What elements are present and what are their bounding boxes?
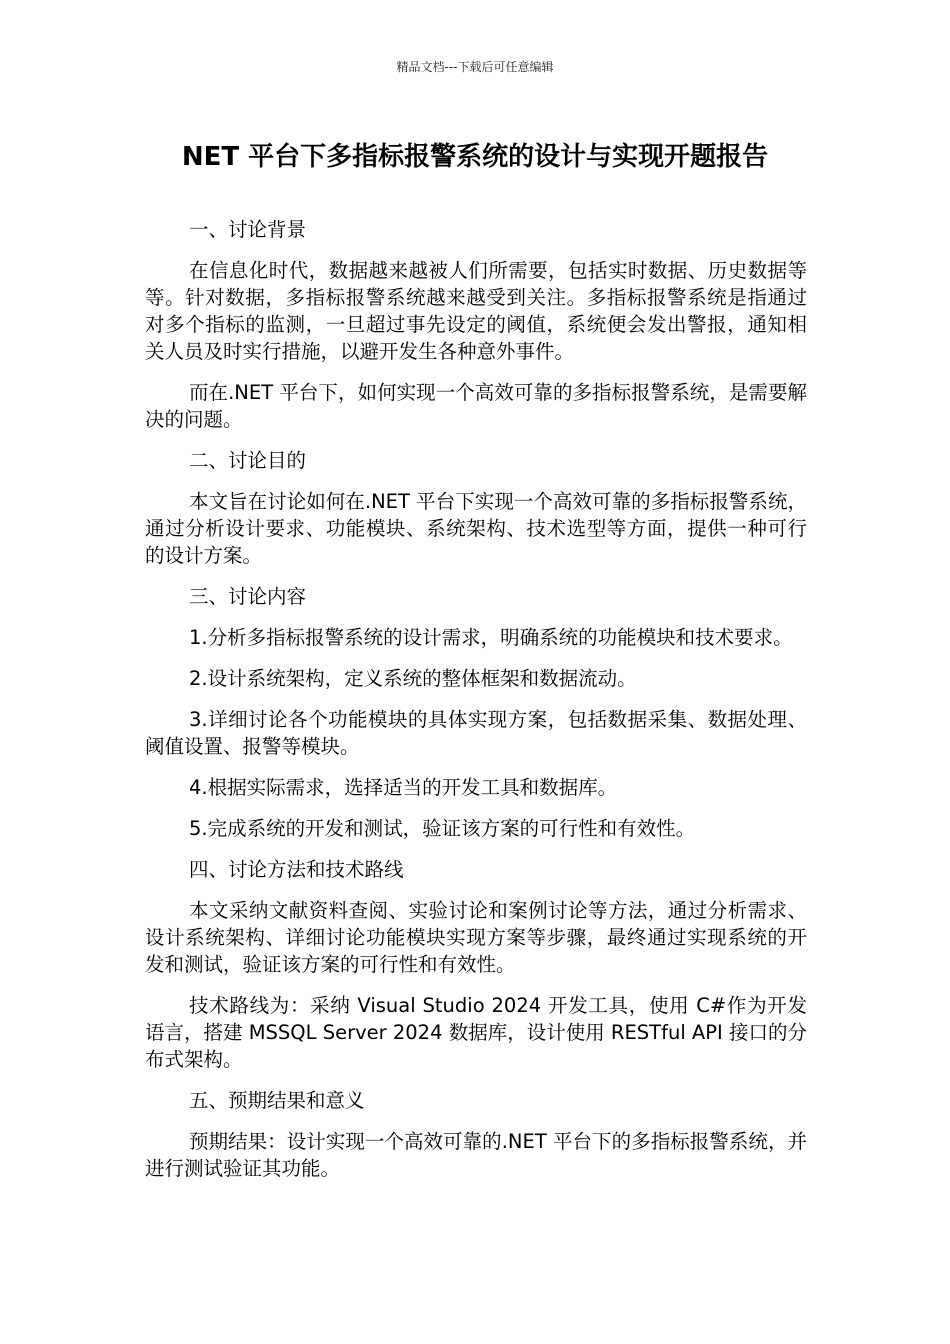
section-heading-expected-results: 五、预期结果和意义 [189,1089,365,1112]
list-item-content-3: 3.详细讨论各个功能模块的具体实现方案，包括数据采集、数据处理、阈值设置、报警等模块。 [145,708,807,758]
section-heading-methods: 四、讨论方法和技术路线 [189,858,404,881]
paragraph-background-problem: 而在.NET 平台下，如何实现一个高效可靠的多指标报警系统，是需要解决的问题。 [145,381,807,431]
paragraph-methods: 本文采纳文献资料查阅、实验讨论和案例讨论等方法，通过分析需求、设计系统架构、详细讨论功能模块实现方案等步骤，最终通过实现系统的开发和测试，验证该方案的可行性和有效性。 [145,899,807,976]
section-heading-background: 一、讨论背景 [189,218,307,241]
section-heading-purpose: 二、讨论目的 [189,449,307,472]
list-item-content-5: 5.完成系统的开发和测试，验证该方案的可行性和有效性。 [189,817,696,840]
list-item-content-4: 4.根据实际需求，选择适当的开发工具和数据库。 [189,776,618,799]
list-item-content-2: 2.设计系统架构，定义系统的整体框架和数据流动。 [189,667,637,690]
document-body [145,216,807,1196]
paragraph-background: 在信息化时代，数据越来越被人们所需要，包括实时数据、历史数据等等。针对数据，多指标报警系统越来越受到关注。多指标报警系统是指通过对多个指标的监测，一旦超过事先设定的阈值，系统便会发出警报，通知相关人员及时实行措施，以避开发生各种意外事件。 [145,259,807,363]
list-item-content-1: 1.分析多指标报警系统的设计需求，明确系统的功能模块和技术要求。 [189,626,793,649]
paragraph-purpose: 本文旨在讨论如何在.NET 平台下实现一个高效可靠的多指标报警系统，通过分析设计要求、功能模块、系统架构、技术选型等方面，提供一种可行的设计方案。 [145,490,807,567]
section-heading-content: 三、讨论内容 [189,585,307,608]
paragraph-technical-route: 技术路线为：采纳 Visual Studio 2024 开发工具，使用 C#作为开发语言，搭建 MSSQL Server 2024 数据库，设计使用 RESTful API 接口的分布式架构。 [145,994,807,1071]
paragraph-expected-results: 预期结果：设计实现一个高效可靠的.NET 平台下的多指标报警系统，并进行测试验证其功能。 [145,1130,807,1180]
document-title: NET 平台下多指标报警系统的设计与实现开题报告 [181,142,769,172]
page-header-note: 精品文档---下载后可任意编辑 [396,60,554,74]
